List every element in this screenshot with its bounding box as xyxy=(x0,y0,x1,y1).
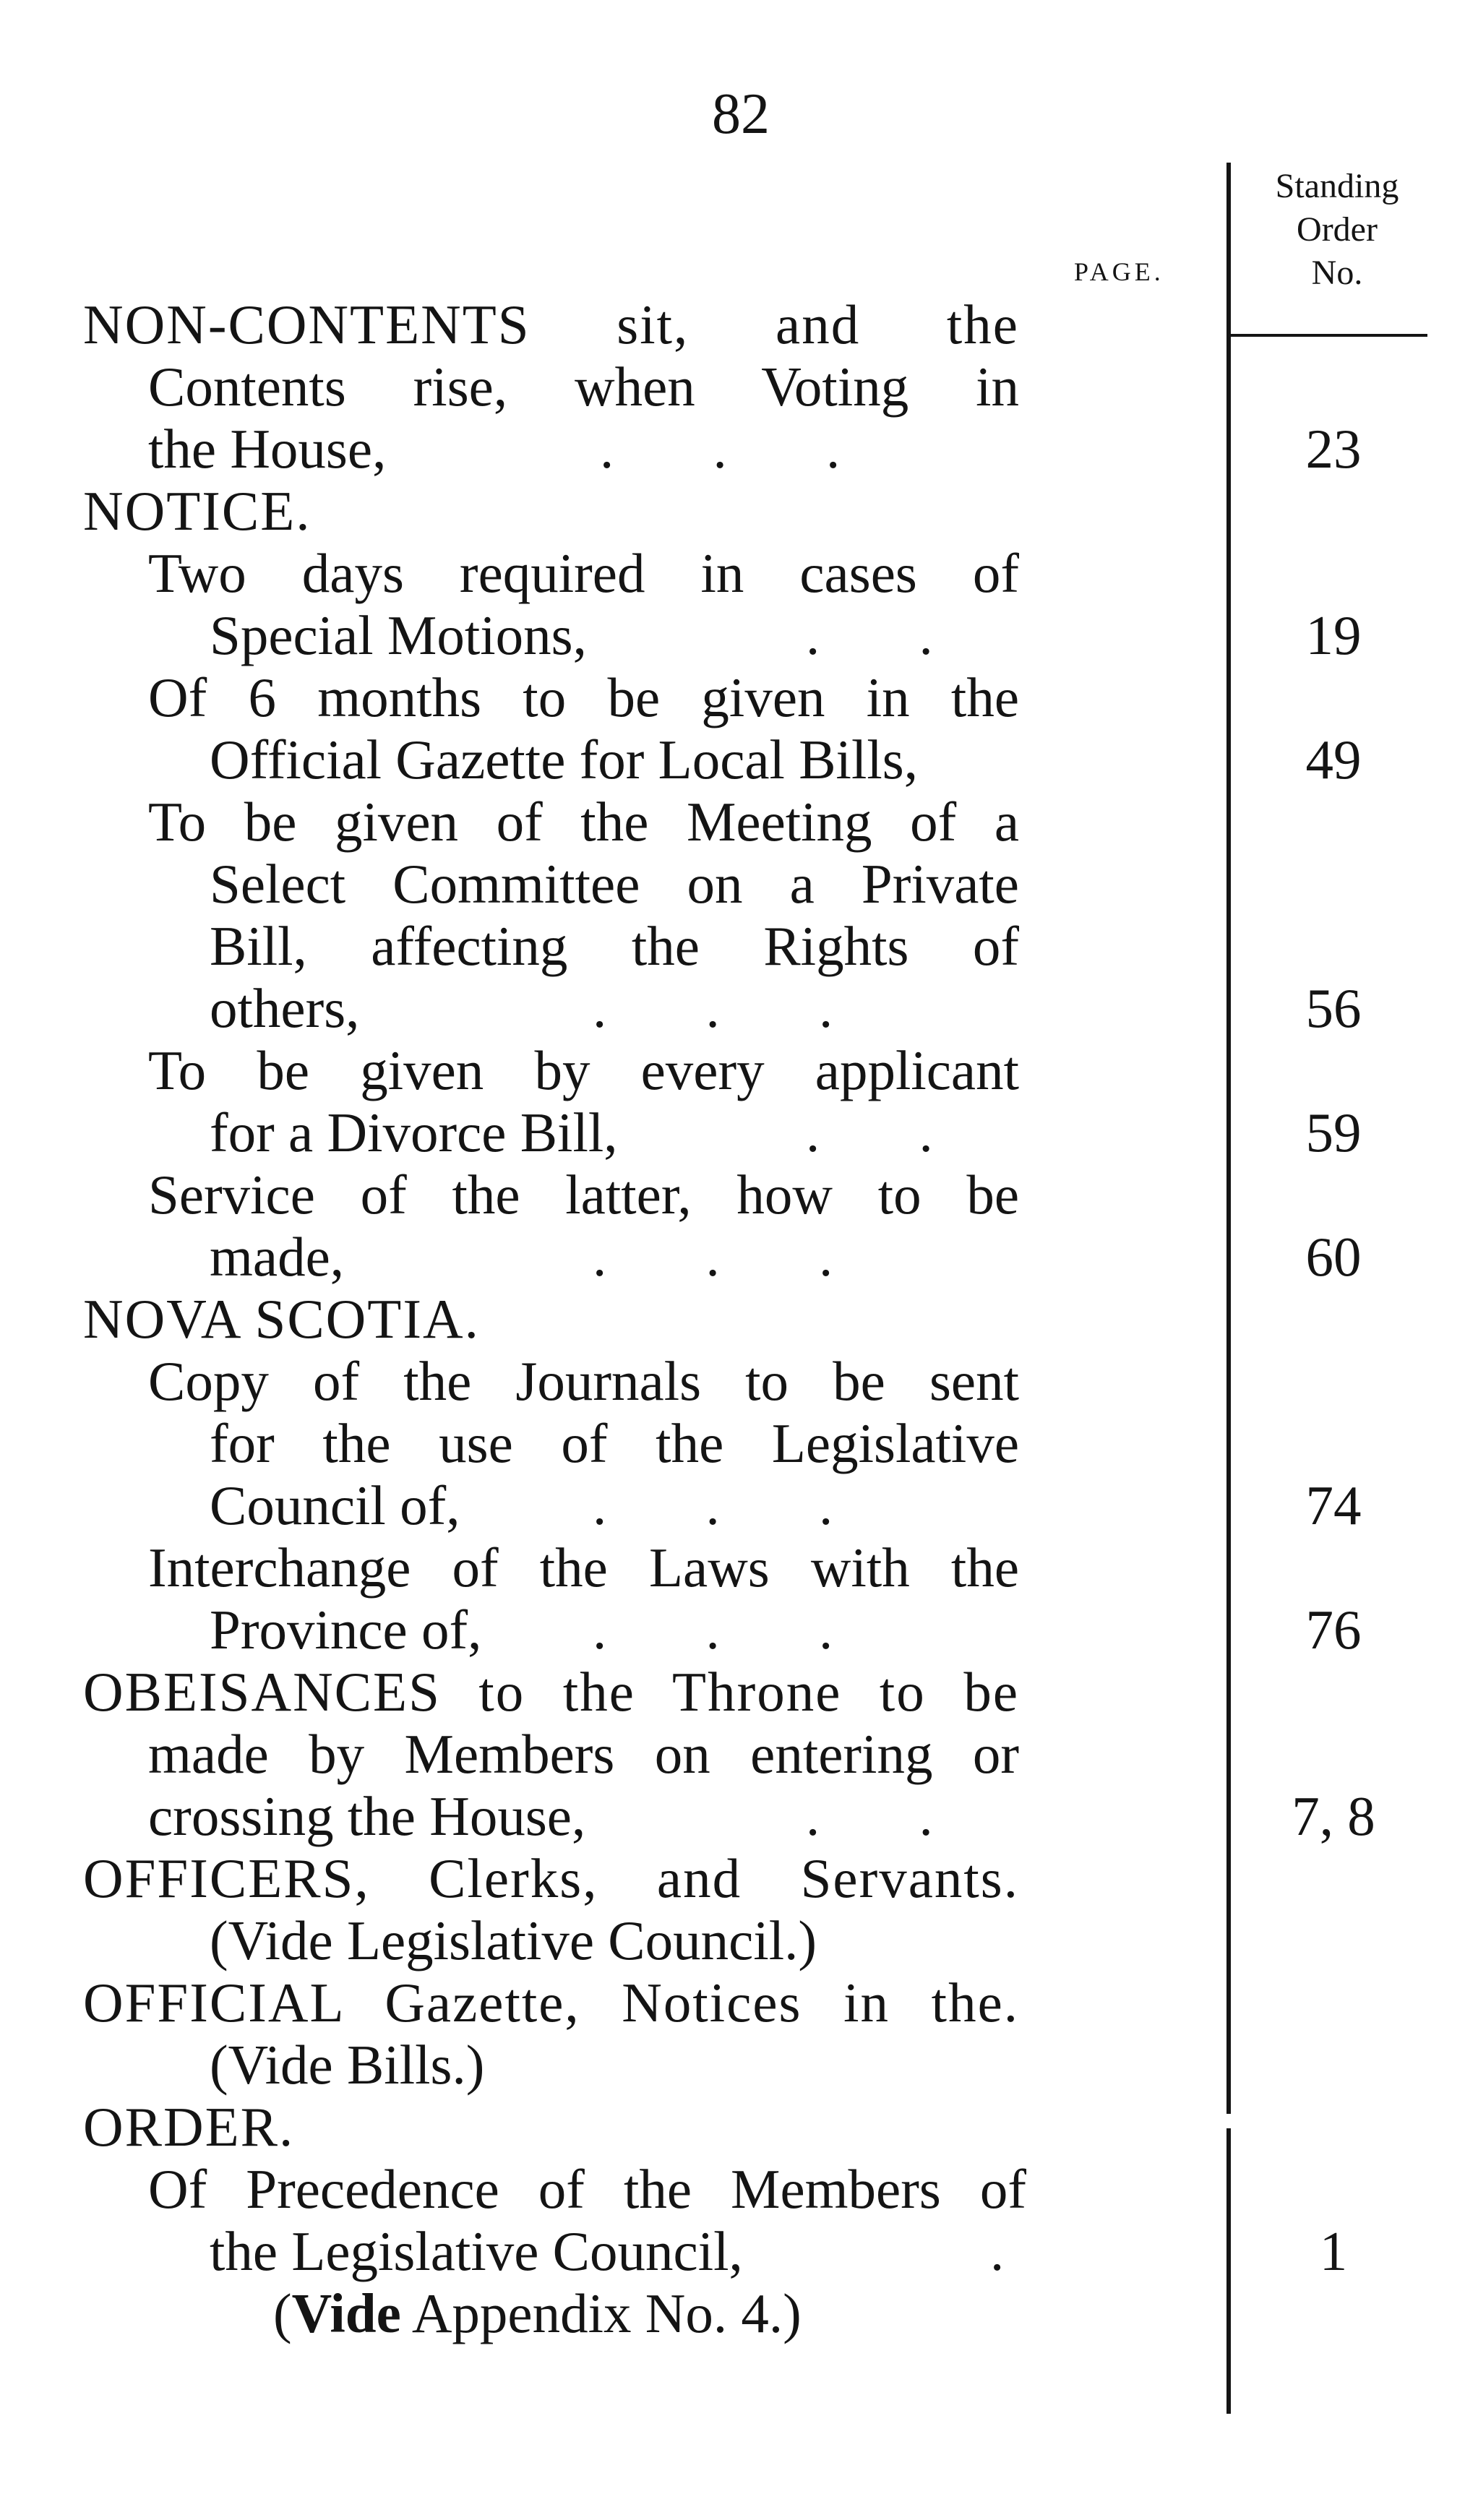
vide-rest: Appendix No. 4.) xyxy=(400,2282,802,2344)
column-header-page: PAGE. xyxy=(1074,257,1164,286)
vide-open-paren: ( xyxy=(273,2282,292,2344)
page-number: 82 xyxy=(712,82,770,146)
column-header-standing-line-1: Standing xyxy=(1275,167,1399,205)
vide-bold: Vide xyxy=(291,2282,401,2344)
column-divider-upper xyxy=(1226,163,1231,2114)
column-header-standing-line-2: Order xyxy=(1297,210,1378,249)
column-header-standing-line-3: No. xyxy=(1311,254,1363,292)
header-underline xyxy=(1231,334,1427,337)
column-divider-lower xyxy=(1226,2128,1231,2414)
column-header-standing-order xyxy=(1240,165,1435,295)
